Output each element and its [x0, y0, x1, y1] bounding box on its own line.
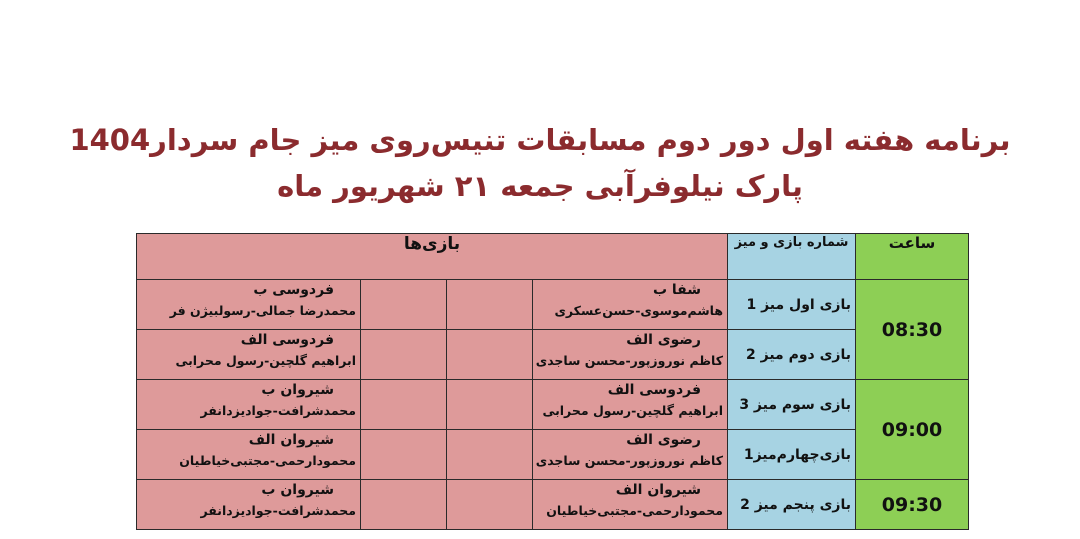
team-a-name: شیروان الف	[615, 482, 701, 498]
empty-cell	[447, 280, 533, 330]
team-b-players: محمدشرافت-جوادیزدانفر	[200, 403, 356, 418]
empty-cell	[447, 330, 533, 380]
team-b-players: محمودارحمی-مجتبی‌خیاطیان	[179, 453, 356, 468]
game-label: بازی پنجم میز 2	[728, 480, 856, 530]
schedule-table	[136, 233, 969, 530]
time-slot: 09:00	[856, 380, 969, 480]
team-a-players: کاظم نوروزپور-محسن ساجدی	[535, 453, 723, 468]
table-row	[137, 330, 969, 380]
table-row	[137, 480, 969, 530]
team-a-name: شفا ب	[652, 282, 701, 298]
game-label: بازی‌چهارم‌میز1	[728, 430, 856, 480]
team-b-cell	[137, 330, 361, 380]
schedule-title: برنامه هفته اول دور دوم مسابقات تنیس‌روی میز جام سردار1404	[69, 123, 1011, 157]
table-row	[137, 380, 969, 430]
empty-cell	[361, 430, 447, 480]
empty-cell	[447, 380, 533, 430]
team-a-cell	[533, 280, 728, 330]
team-a-cell	[533, 380, 728, 430]
team-b-cell	[137, 430, 361, 480]
table-row	[137, 280, 969, 330]
empty-cell	[361, 380, 447, 430]
schedule-subtitle: پارک نیلوفرآبی جمعه ۲۱ شهریور ماه	[277, 169, 803, 203]
time-slot: 08:30	[856, 280, 969, 380]
team-b-players: محمدشرافت-جوادیزدانفر	[200, 503, 356, 518]
game-label: بازی دوم میز 2	[728, 330, 856, 380]
team-a-name: رضوی الف	[626, 432, 701, 448]
team-b-name: فردوسی ب	[253, 282, 334, 298]
game-label: بازی سوم میز 3	[728, 380, 856, 430]
team-a-cell	[533, 330, 728, 380]
team-a-players: کاظم نوروزپور-محسن ساجدی	[535, 353, 723, 368]
team-a-cell	[533, 430, 728, 480]
team-b-cell	[137, 480, 361, 530]
empty-cell	[361, 480, 447, 530]
team-a-players: هاشم‌موسوی-حسن‌عسکری	[554, 303, 723, 318]
time-column-header: ساعت	[856, 234, 969, 280]
team-b-cell	[137, 280, 361, 330]
matches-column-header: بازی‌ها	[137, 234, 728, 280]
header-row	[137, 234, 969, 280]
empty-cell	[361, 330, 447, 380]
team-b-players: ابراهیم گلچین-رسول محرابی	[175, 353, 356, 368]
team-a-players: ابراهیم گلچین-رسول محرابی	[542, 403, 723, 418]
game-label: بازی اول میز 1	[728, 280, 856, 330]
team-b-name: شیروان الف	[248, 432, 334, 448]
table-row	[137, 430, 969, 480]
team-a-cell	[533, 480, 728, 530]
empty-cell	[361, 280, 447, 330]
team-b-players: محمدرضا جمالی-رسولبیژن فر	[169, 303, 356, 318]
empty-cell	[447, 430, 533, 480]
team-b-name: شیروان ب	[261, 482, 334, 498]
team-b-cell	[137, 380, 361, 430]
empty-cell	[447, 480, 533, 530]
team-b-name: فردوسی الف	[240, 332, 334, 348]
team-a-name: رضوی الف	[626, 332, 701, 348]
team-b-name: شیروان ب	[261, 382, 334, 398]
team-a-players: محمودارحمی-مجتبی‌خیاطیان	[546, 503, 723, 518]
game-table-column-header: شماره بازی و میز	[728, 234, 856, 280]
time-slot: 09:30	[856, 480, 969, 530]
team-a-name: فردوسی الف	[607, 382, 701, 398]
